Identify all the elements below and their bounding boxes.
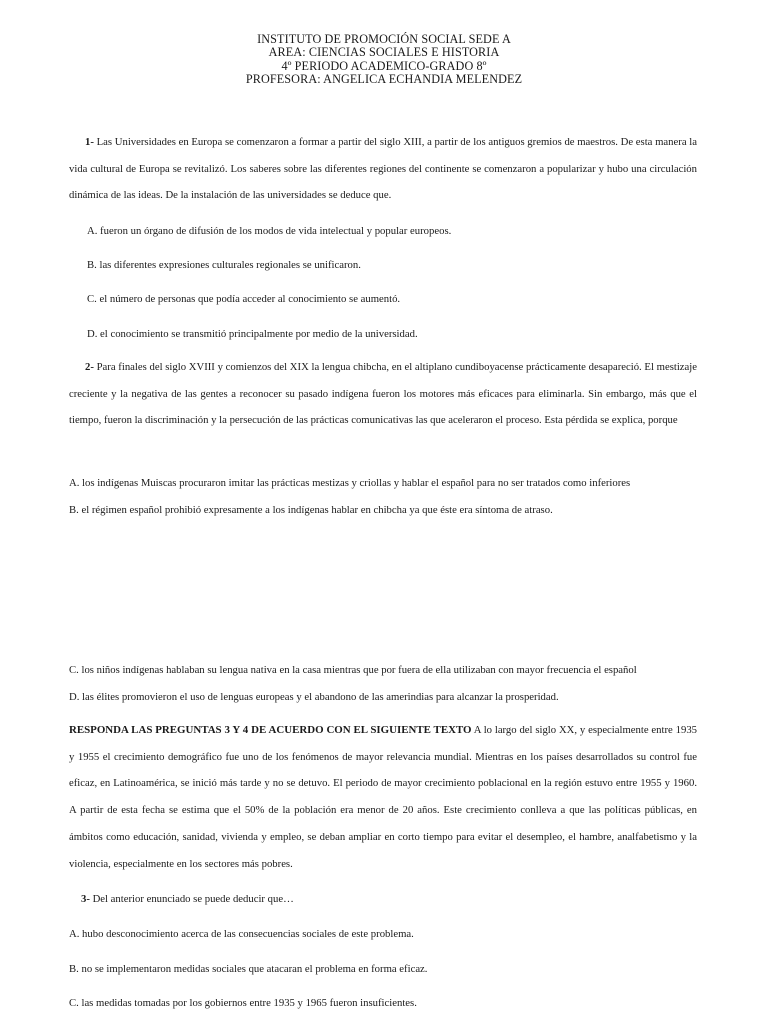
- question-1-text: Las Universidades en Europa se comenzaron a formar a partir del siglo XIII, a partir de los antiguos gremios de maestros. De esta manera la vida cultural de Europa se revitalizó. Los saberes sobre las diferentes regiones del continente se comenzaron a popularizar y hubo una circulación dinámica de las ideas. De la instalación de las universidades se deduce que.: [69, 136, 697, 202]
- question-2-option-c: C. los niños indígenas hablaban su lengua nativa en la casa mientras que por fuera de ella utilizaban con mayor frecuencia el español: [69, 664, 637, 676]
- header-institution: INSTITUTO DE PROMOCIÓN SOCIAL SEDE A: [257, 32, 511, 46]
- question-1: [69, 129, 697, 209]
- question-2-option-b: B. el régimen español prohibió expresamente a los indígenas hablar en chibcha ya que éste era síntoma de atraso.: [69, 504, 553, 516]
- question-2-option-a: A. los indígenas Muiscas procuraron imitar las prácticas mestizas y criollas y hablar el español para no ser tratados como inferiores: [69, 477, 631, 489]
- question-3-text: Del anterior enunciado se puede deducir que…: [89, 893, 294, 905]
- question-1-option-b: B. las diferentes expresiones culturales regionales se unificaron.: [87, 259, 361, 271]
- question-3-option-c: C. las medidas tomadas por los gobiernos entre 1935 y 1965 fueron insuficientes.: [69, 997, 417, 1009]
- question-2: [69, 354, 697, 434]
- question-1-option-c: C. el número de personas que podía acceder al conocimiento se aumentó.: [87, 293, 401, 305]
- question-2-number: 2-: [85, 361, 94, 373]
- question-3-option-a: A. hubo desconocimiento acerca de las consecuencias sociales de este problema.: [69, 928, 414, 940]
- question-2-text: Para finales del siglo XVIII y comienzos del XIX la lengua chibcha, en el altiplano cundiboyacense prácticamente desapareció. El mestizaje creciente y la negativa de las gentes a reconocer su pasado indígena fueron los motores más eficaces para eliminarla. Sin embargo, más que el tiempo, fueron la discriminación y la persecución de las prácticas comunicativas las que aceleraron el proceso. Esta pérdida se explica, porque: [69, 361, 697, 427]
- question-1-number: 1-: [85, 136, 94, 148]
- reading-text: A lo largo del siglo XX, y especialmente entre 1935 y 1955 el crecimiento demográfico fue uno de los fenómenos de mayor relevancia mundial. Mientras en los países desarrollados su control fue eficaz, en Latinoamérica, se inició más tarde y no se detuvo. El periodo de mayor crecimiento poblacional en la región estuvo entre 1955 y 1960. A partir de esta fecha se estima que el 50% de la población era menor de 20 años. Este crecimiento conlleva a que las políticas públicas, en ámbitos como educación, sanidad, vivienda y empleo, se deban ampliar en corto tiempo para evitar el desempleo, el hambre, analfabetismo y la violencia, especialmente en los sectores más pobres.: [69, 724, 698, 870]
- question-3: [69, 886, 697, 913]
- header-teacher: PROFESORA: ANGELICA ECHANDIA MELENDEZ: [245, 72, 523, 87]
- document-header: [0, 33, 768, 87]
- question-2-option-d: D. las élites promovieron el uso de lenguas europeas y el abandono de las amerindias para alcanzar la prosperidad.: [69, 691, 559, 703]
- question-1-option-d: D. el conocimiento se transmitió principalmente por medio de la universidad.: [87, 328, 418, 340]
- question-3-number: 3-: [81, 893, 90, 905]
- question-1-option-a: A. fueron un órgano de difusión de los modos de vida intelectual y popular europeos.: [87, 225, 452, 237]
- header-area: AREA: CIENCIAS SOCIALES E HISTORIA: [268, 45, 500, 60]
- reading-heading: RESPONDA LAS PREGUNTAS 3 Y 4 DE ACUERDO CON EL SIGUIENTE TEXTO: [69, 724, 472, 736]
- reading-passage: [69, 717, 697, 877]
- header-period: 4º PERIODO ACADEMICO-GRADO 8º: [281, 58, 487, 73]
- question-3-option-b: B. no se implementaron medidas sociales que atacaran el problema en forma eficaz.: [69, 963, 428, 975]
